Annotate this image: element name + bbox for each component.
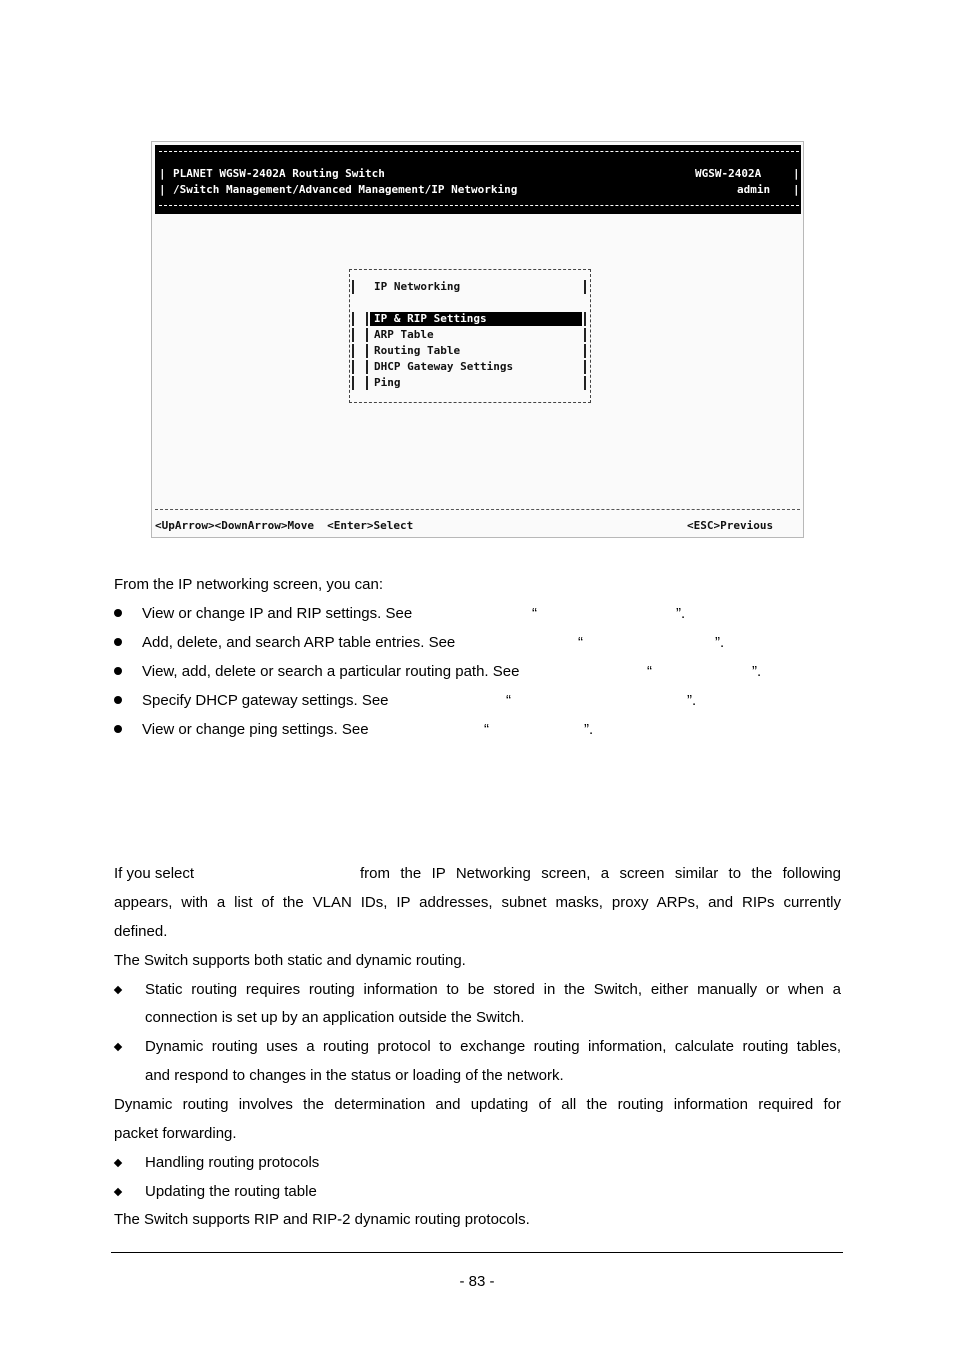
open-quote: “ [532,605,537,622]
page-number: - 83 - [459,1273,495,1290]
diamond-bullet [114,1159,122,1167]
close-quote: ”. [676,605,686,622]
terminal-user: admin [737,183,771,196]
diamond-bullet [114,1188,122,1196]
footer-rule [111,1252,843,1253]
close-quote: ”. [687,692,697,709]
footer-border [155,509,800,510]
open-quote: “ [484,721,489,738]
header-bottom-border [159,205,799,206]
bullet-text: Specify DHCP gateway settings. See [142,692,389,709]
static-routing-line1: Static routing requires routing information to be stored in the Switch, either manually or when a [145,981,841,998]
terminal-path: /Switch Management/Advanced Management/IP Networking [173,183,518,196]
bullet-dot [114,696,122,704]
task-updating-table: Updating the routing table [145,1183,317,1200]
close-quote: ”. [752,663,762,680]
terminal-header: | PLANET WGSW-2402A Routing Switch WGSW-2402A | | /Switch Management/Advanced Management/IP Networking admin | [155,145,801,214]
para1-line2: appears, with a list of the VLAN IDs, IP addresses, subnet masks, proxy ARPs, and RIPs currently [114,894,841,911]
menu-item-dhcp-gateway-settings[interactable]: DHCP Gateway Settings [374,360,514,373]
dynamic-routing-line2: and respond to changes in the status or loading of the network. [145,1067,564,1084]
close-quote: ”. [584,721,594,738]
menu-item-ping[interactable]: Ping [374,376,401,389]
intro-text: From the IP networking screen, you can: [114,576,384,593]
menu-item-ip-rip-settings[interactable]: IP & RIP Settings [370,312,582,326]
task-handling-protocols: Handling routing protocols [145,1154,320,1171]
menu-box [349,269,591,403]
terminal-screenshot [151,141,804,538]
menu-item-arp-table[interactable]: ARP Table [374,328,434,341]
para1-line1-end: from the IP Networking screen, a screen similar to the following [360,865,841,882]
para1-line3: defined. [114,923,168,940]
bullet-dot [114,638,122,646]
final-text: The Switch supports RIP and RIP-2 dynamic routing protocols. [114,1211,530,1228]
diamond-bullet [114,986,122,994]
para1-line1-start: If you select [114,865,195,882]
bullet-text: Add, delete, and search ARP table entries. See [142,634,456,651]
footer-key-help: <UpArrow><DownArrow>Move <Enter>Select [155,519,414,532]
bullet-text: View or change IP and RIP settings. See [142,605,413,622]
bullet-text: View, add, delete or search a particular routing path. See [142,663,520,680]
bullet-dot [114,667,122,675]
header-top-border [159,151,799,152]
bullet-dot [114,725,122,733]
menu-title: IP Networking [374,280,461,293]
bullet-dot [114,609,122,617]
para2-line1: Dynamic routing involves the determination and updating of all the routing information required for [114,1096,841,1113]
terminal-title: PLANET WGSW-2402A Routing Switch [173,167,385,180]
diamond-bullet [114,1043,122,1051]
para2-line2: packet forwarding. [114,1125,237,1142]
terminal-model: WGSW-2402A [695,167,762,180]
menu-item-routing-table[interactable]: Routing Table [374,344,461,357]
open-quote: “ [647,663,652,680]
static-routing-line2: connection is set up by an application outside the Switch. [145,1009,525,1026]
open-quote: “ [506,692,511,709]
footer-esc-previous: <ESC>Previous [687,519,774,532]
support-text: The Switch supports both static and dynamic routing. [114,952,466,969]
open-quote: “ [578,634,583,651]
bullet-text: View or change ping settings. See [142,721,369,738]
close-quote: ”. [715,634,725,651]
dynamic-routing-line1: Dynamic routing uses a routing protocol to exchange routing information, calculate routing tables, [145,1038,841,1055]
